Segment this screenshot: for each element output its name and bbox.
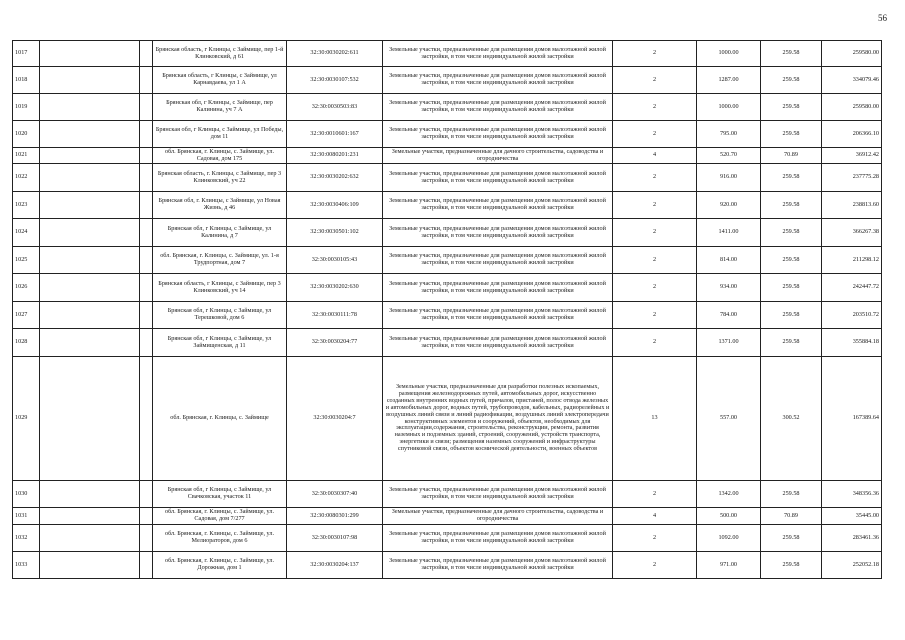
table-row [13, 148, 882, 164]
address-cell: обл. Брянская, г. Клинцы, с. Займище, ул. Мелиораторов, дом 6 [153, 525, 287, 552]
group-cell: 4 [613, 148, 697, 164]
blank-cell [40, 219, 140, 247]
specific-value-cell: 259.58 [761, 329, 822, 357]
group-cell: 4 [613, 508, 697, 525]
address-cell: Брянская область, г Клинцы, с Займище, ул Карнавдаева, ул 1 А [153, 67, 287, 94]
group-cell: 2 [613, 552, 697, 579]
row-number: 1027 [13, 302, 40, 329]
cadastral-value-cell: 167389.64 [822, 357, 882, 481]
specific-value-cell: 259.58 [761, 302, 822, 329]
area-cell: 1371.00 [697, 329, 761, 357]
blank-cell [140, 192, 153, 219]
address-cell: Брянская обл, г Клинцы, с Займище, ул Терешковой, дом 6 [153, 302, 287, 329]
cadastral-value-cell: 211298.12 [822, 247, 882, 274]
row-number: 1017 [13, 41, 40, 67]
land-use-cell: Земельные участки, предназначенные для размещения домов малоэтажной жилой застройки, в том числе индивидуальной жилой застройки [383, 481, 613, 508]
land-use-cell: Земельные участки, предназначенные для размещения домов малоэтажной жилой застройки, в том числе индивидуальной жилой застройки [383, 121, 613, 148]
address-cell: Брянская обл, г. Клинцы, с Займище, ул Новая Жизнь, д 46 [153, 192, 287, 219]
cadastral-number-cell: 32:30:0030501:102 [287, 219, 383, 247]
address-cell: Брянская обл, г Клинцы, с Займище, ул Победы, дом 11 [153, 121, 287, 148]
cadastral-value-cell: 238813.60 [822, 192, 882, 219]
cadastral-number-cell: 32:30:0030111:78 [287, 302, 383, 329]
cadastral-value-cell: 259580.00 [822, 41, 882, 67]
land-use-cell: Земельные участки, предназначенные для размещения домов малоэтажной жилой застройки, в том числе индивидуальной жилой застройки [383, 67, 613, 94]
cadastral-value-cell: 283461.36 [822, 525, 882, 552]
row-number: 1020 [13, 121, 40, 148]
group-cell: 2 [613, 67, 697, 94]
blank-cell [140, 148, 153, 164]
blank-cell [40, 41, 140, 67]
blank-cell [40, 121, 140, 148]
land-use-cell: Земельные участки, предназначенные для размещения домов малоэтажной жилой застройки, в том числе индивидуальной жилой застройки [383, 247, 613, 274]
specific-value-cell: 259.58 [761, 247, 822, 274]
cadastral-number-cell: 32:30:0080301:299 [287, 508, 383, 525]
blank-cell [40, 148, 140, 164]
cadastral-number-cell: 32:30:0030204:77 [287, 329, 383, 357]
land-use-cell: Земельные участки, предназначенные для размещения домов малоэтажной жилой застройки, в том числе индивидуальной жилой застройки [383, 219, 613, 247]
cadastral-value-cell: 355884.18 [822, 329, 882, 357]
table-row [13, 121, 882, 148]
group-cell: 2 [613, 525, 697, 552]
blank-cell [140, 219, 153, 247]
group-cell: 2 [613, 164, 697, 192]
row-number: 1022 [13, 164, 40, 192]
cadastral-number-cell: 32:30:0080201:231 [287, 148, 383, 164]
specific-value-cell: 259.58 [761, 94, 822, 121]
cadastral-value-cell: 366267.38 [822, 219, 882, 247]
blank-cell [140, 357, 153, 481]
table-row [13, 67, 882, 94]
row-number: 1033 [13, 552, 40, 579]
land-use-cell: Земельные участки, предназначенные для дачного строительства, садоводства и огородничества [383, 148, 613, 164]
blank-cell [40, 357, 140, 481]
cadastral-value-cell: 242447.72 [822, 274, 882, 302]
specific-value-cell: 259.58 [761, 525, 822, 552]
row-number: 1028 [13, 329, 40, 357]
blank-cell [140, 67, 153, 94]
address-cell: Брянская обл, г Клинцы, с Займище, ул Свачковская, участок 11 [153, 481, 287, 508]
address-cell: обл. Брянская, г. Клинцы, с. Займище, ул. Садовая, дом 7/277 [153, 508, 287, 525]
land-use-cell: Земельные участки, предназначенные для размещения домов малоэтажной жилой застройки, в том числе индивидуальной жилой застройки [383, 274, 613, 302]
blank-cell [140, 552, 153, 579]
land-use-cell: Земельные участки, предназначенные для размещения домов малоэтажной жилой застройки, в том числе индивидуальной жилой застройки [383, 329, 613, 357]
page-number: 56 [878, 13, 887, 23]
row-number: 1024 [13, 219, 40, 247]
address-cell: обл. Брянская, г. Клинцы, с. Займище, ул. Дорожная, дом 1 [153, 552, 287, 579]
blank-cell [140, 525, 153, 552]
blank-cell [140, 274, 153, 302]
blank-cell [40, 481, 140, 508]
group-cell: 2 [613, 274, 697, 302]
cadastral-number-cell: 32:30:0030406:109 [287, 192, 383, 219]
area-cell: 920.00 [697, 192, 761, 219]
blank-cell [40, 525, 140, 552]
specific-value-cell: 259.58 [761, 164, 822, 192]
address-cell: обл. Брянская, г. Клинцы, с. Займище [153, 357, 287, 481]
land-use-cell: Земельные участки, предназначенные для размещения домов малоэтажной жилой застройки, в том числе индивидуальной жилой застройки [383, 192, 613, 219]
row-number: 1019 [13, 94, 40, 121]
specific-value-cell: 259.58 [761, 67, 822, 94]
table-row [13, 552, 882, 579]
blank-cell [140, 508, 153, 525]
cadastral-value-cell: 36912.42 [822, 148, 882, 164]
cadastral-number-cell: 32:30:0030307:40 [287, 481, 383, 508]
table-row [13, 274, 882, 302]
table-row [13, 219, 882, 247]
address-cell: Брянская обл, г Клинцы, с Займище, ул Займищенская, д 11 [153, 329, 287, 357]
table-row [13, 94, 882, 121]
specific-value-cell: 259.58 [761, 481, 822, 508]
area-cell: 971.00 [697, 552, 761, 579]
specific-value-cell: 259.58 [761, 219, 822, 247]
area-cell: 795.00 [697, 121, 761, 148]
address-cell: обл. Брянская, г. Клинцы, с. Займище, ул. 1-я Трудпортная, дом 7 [153, 247, 287, 274]
land-use-cell: Земельные участки, предназначенные для размещения домов малоэтажной жилой застройки, в том числе индивидуальной жилой застройки [383, 302, 613, 329]
table-row [13, 192, 882, 219]
table-row [13, 247, 882, 274]
land-use-cell: Земельные участки, предназначенные для размещения домов малоэтажной жилой застройки, в том числе индивидуальной жилой застройки [383, 41, 613, 67]
area-cell: 557.00 [697, 357, 761, 481]
blank-cell [40, 94, 140, 121]
row-number: 1029 [13, 357, 40, 481]
area-cell: 814.00 [697, 247, 761, 274]
group-cell: 2 [613, 302, 697, 329]
group-cell: 2 [613, 94, 697, 121]
row-number: 1021 [13, 148, 40, 164]
area-cell: 784.00 [697, 302, 761, 329]
row-number: 1026 [13, 274, 40, 302]
specific-value-cell: 300.52 [761, 357, 822, 481]
table-row [13, 481, 882, 508]
cadastral-value-cell: 252052.18 [822, 552, 882, 579]
land-use-cell: Земельные участки, предназначенные для размещения домов малоэтажной жилой застройки, в том числе индивидуальной жилой застройки [383, 94, 613, 121]
group-cell: 2 [613, 247, 697, 274]
land-use-cell: Земельные участки, предназначенные для разработки полезных ископаемых, размещения железнодорожных путей, автомобильных дорог, искусственно созданных внутренних водных путей, причалов, пристаней, полос отвода железных и автомобильных дорог, водных путей, трубопроводов, кабельных, радиорелейных и воздушных линий связи и линий радиофикации, воздушных линий электропередачи конструктивных элементов и сооружений, объектов, необходимых для эксплуатации,содержания, строительства, реконструкции, ремонта, развития наземных и подземных зданий, строений, сооружений, устройств транспорта, энергетики и связи; размещения наземных сооружений и инфраструктуры спутниковой связи, объектов космической деятельности, военных объектов [383, 357, 613, 481]
area-cell: 520.70 [697, 148, 761, 164]
blank-cell [40, 247, 140, 274]
blank-cell [40, 164, 140, 192]
group-cell: 13 [613, 357, 697, 481]
cadastral-number-cell: 32:30:0030107:532 [287, 67, 383, 94]
area-cell: 1342.00 [697, 481, 761, 508]
cadastral-value-cell: 35445.00 [822, 508, 882, 525]
group-cell: 2 [613, 329, 697, 357]
blank-cell [40, 508, 140, 525]
land-use-cell: Земельные участки, предназначенные для размещения домов малоэтажной жилой застройки, в том числе индивидуальной жилой застройки [383, 525, 613, 552]
group-cell: 2 [613, 219, 697, 247]
cadastral-value-cell: 206366.10 [822, 121, 882, 148]
area-cell: 1411.00 [697, 219, 761, 247]
group-cell: 2 [613, 41, 697, 67]
cadastral-number-cell: 32:30:0010601:167 [287, 121, 383, 148]
group-cell: 2 [613, 192, 697, 219]
specific-value-cell: 259.58 [761, 274, 822, 302]
blank-cell [140, 121, 153, 148]
table-row [13, 41, 882, 67]
blank-cell [40, 274, 140, 302]
group-cell: 2 [613, 121, 697, 148]
address-cell: Брянская область, г. Клинцы, с Займище, пер 3 Клинковский, уч 22 [153, 164, 287, 192]
row-number: 1032 [13, 525, 40, 552]
land-use-cell: Земельные участки, предназначенные для размещения домов малоэтажной жилой застройки, в том числе индивидуальной жилой застройки [383, 552, 613, 579]
cadastral-number-cell: 32:30:0030105:43 [287, 247, 383, 274]
address-cell: Брянская обл, г Клинцы, с Займище, ул Калинина, д 7 [153, 219, 287, 247]
specific-value-cell: 259.58 [761, 552, 822, 579]
cadastral-number-cell: 32:30:0030202:630 [287, 274, 383, 302]
cadastral-value-cell: 348356.36 [822, 481, 882, 508]
specific-value-cell: 259.58 [761, 192, 822, 219]
cadastral-number-cell: 32:30:0030107:98 [287, 525, 383, 552]
blank-cell [140, 247, 153, 274]
blank-cell [140, 41, 153, 67]
address-cell: Брянская обл, г Клинцы, с Займище, пер Калинина, уч 7 А [153, 94, 287, 121]
blank-cell [40, 552, 140, 579]
blank-cell [140, 164, 153, 192]
table-row [13, 525, 882, 552]
blank-cell [40, 302, 140, 329]
area-cell: 916.00 [697, 164, 761, 192]
specific-value-cell: 259.58 [761, 121, 822, 148]
address-cell: Брянская область, г Клинцы, с Займище, пер 3 Клинковский, уч 14 [153, 274, 287, 302]
blank-cell [140, 329, 153, 357]
row-number: 1018 [13, 67, 40, 94]
specific-value-cell: 70.89 [761, 148, 822, 164]
group-cell: 2 [613, 481, 697, 508]
row-number: 1025 [13, 247, 40, 274]
address-cell: Брянская область, г Клинцы, с Займище, пер 1-й Клинковский, д 61 [153, 41, 287, 67]
specific-value-cell: 70.89 [761, 508, 822, 525]
cadastral-value-cell: 203510.72 [822, 302, 882, 329]
table-row [13, 357, 882, 481]
blank-cell [40, 329, 140, 357]
cadastral-value-cell: 334079.46 [822, 67, 882, 94]
area-cell: 934.00 [697, 274, 761, 302]
blank-cell [40, 67, 140, 94]
table-row [13, 508, 882, 525]
table-body [13, 41, 882, 579]
blank-cell [40, 192, 140, 219]
cadastral-value-cell: 259580.00 [822, 94, 882, 121]
table-row [13, 329, 882, 357]
area-cell: 1000.00 [697, 41, 761, 67]
area-cell: 1092.00 [697, 525, 761, 552]
blank-cell [140, 481, 153, 508]
row-number: 1030 [13, 481, 40, 508]
cadastral-number-cell: 32:30:0030204:7 [287, 357, 383, 481]
area-cell: 500.00 [697, 508, 761, 525]
area-cell: 1287.00 [697, 67, 761, 94]
row-number: 1031 [13, 508, 40, 525]
cadastral-number-cell: 32:30:0030503:83 [287, 94, 383, 121]
area-cell: 1000.00 [697, 94, 761, 121]
cadastral-value-cell: 237775.28 [822, 164, 882, 192]
cadastral-number-cell: 32:30:0030202:611 [287, 41, 383, 67]
land-use-cell: Земельные участки, предназначенные для дачного строительства, садоводства и огородничества [383, 508, 613, 525]
blank-cell [140, 302, 153, 329]
address-cell: обл. Брянская, г. Клинцы, с. Займище, ул. Садовая, дом 175 [153, 148, 287, 164]
row-number: 1023 [13, 192, 40, 219]
table-row [13, 302, 882, 329]
table-row [13, 164, 882, 192]
cadastral-number-cell: 32:30:0030204:137 [287, 552, 383, 579]
cadastral-value-table [12, 40, 882, 579]
cadastral-number-cell: 32:30:0030202:632 [287, 164, 383, 192]
blank-cell [140, 94, 153, 121]
specific-value-cell: 259.58 [761, 41, 822, 67]
land-use-cell: Земельные участки, предназначенные для размещения домов малоэтажной жилой застройки, в том числе индивидуальной жилой застройки [383, 164, 613, 192]
